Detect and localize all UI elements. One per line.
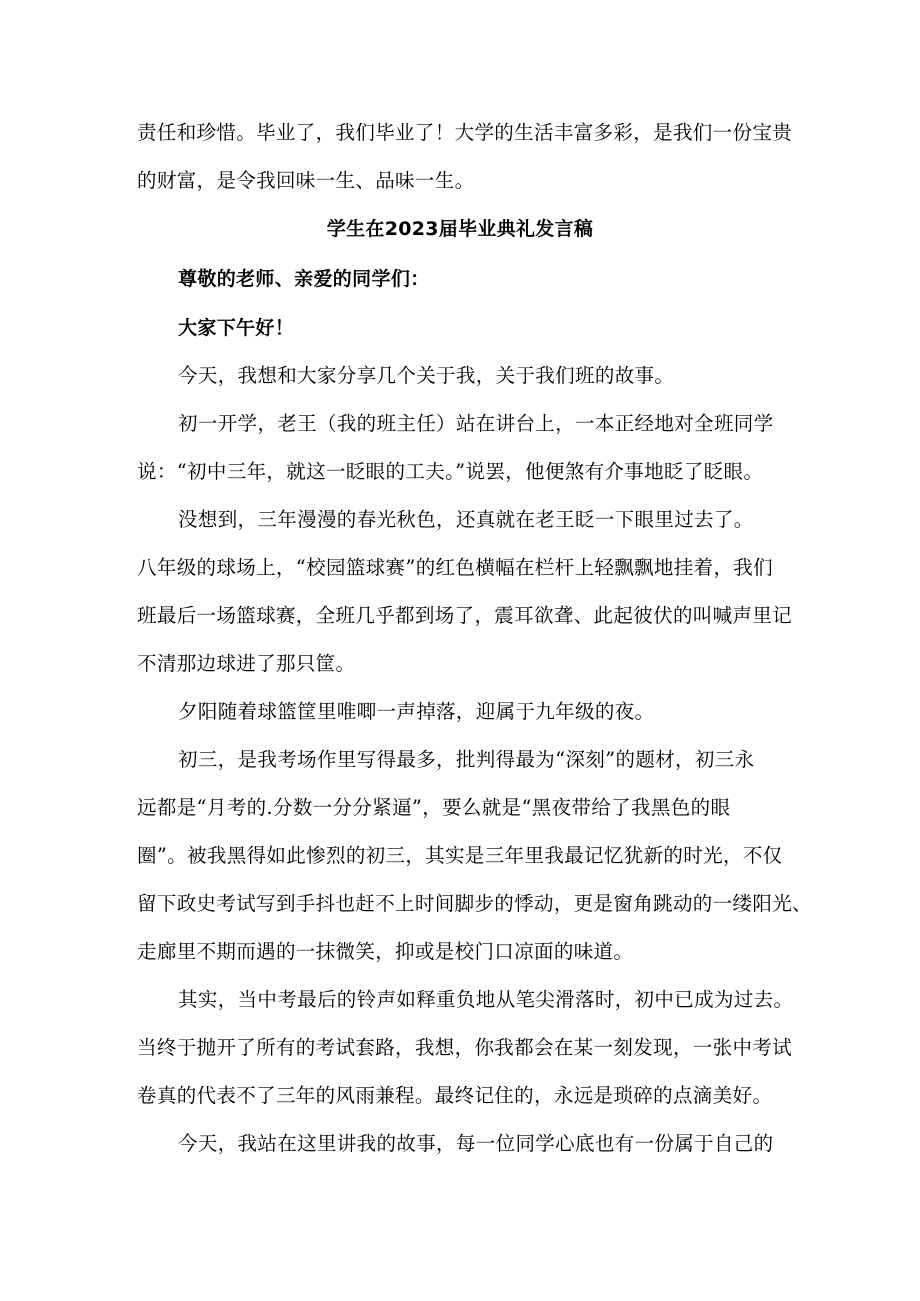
salutation: 尊敬的老师、亲爱的同学们： — [178, 268, 430, 290]
paragraph-line: 远都是“月考的.分数一分分紧逼”，要么就是“黑夜带给了我黑色的眼 — [137, 796, 731, 819]
paragraph-line: 今天，我站在这里讲我的故事，每一位同学心底也有一份属于自己的 — [178, 1132, 774, 1155]
paragraph-line: 夕阳随着球篮筐里唯唧一声掉落，迎属于九年级的夜。 — [178, 700, 655, 723]
paragraph-line: 不清那边球进了那只筐。 — [137, 652, 356, 675]
paragraph-line: 八年级的球场上，“校园篮球赛”的红色横幅在栏杆上轻飘飘地挂着，我们 — [137, 556, 773, 579]
paragraph-line: 今天，我想和大家分享几个关于我，关于我们班的故事。 — [178, 364, 675, 387]
paragraph-line: 卷真的代表不了三年的风雨兼程。最终记住的，永远是琐碎的点滴美好。 — [137, 1084, 773, 1107]
paragraph-line: 责任和珍惜。毕业了，我们毕业了！大学的生活丰富多彩，是我们一份宝贵 — [137, 121, 793, 144]
paragraph-line: 没想到，三年漫漫的春光秋色，还真就在老王眨一下眼里过去了。 — [178, 508, 754, 531]
document-title: 学生在2023届毕业典礼发言稿 — [326, 218, 594, 240]
paragraph-line: 的财富，是令我回味一生、品味一生。 — [137, 169, 475, 192]
paragraph-line: 其实，当中考最后的铃声如释重负地从笔尖滑落时，初中已成为过去。 — [178, 988, 794, 1011]
greeting: 大家下午好！ — [178, 317, 295, 339]
paragraph-line: 说：“初中三年，就这一眨眼的工夫。”说罢，他便煞有介事地眨了眨眼。 — [137, 460, 764, 483]
paragraph-line: 当终于抛开了所有的考试套路，我想，你我都会在某一刻发现，一张中考试 — [137, 1036, 793, 1059]
paragraph-line: 初一开学，老王（我的班主任）站在讲台上，一本正经地对全班同学 — [178, 412, 774, 435]
paragraph-line: 留下政史考试写到手抖也赶不上时间脚步的悸动，更是窗角跳动的一缕阳光、 — [137, 892, 812, 915]
paragraph-line: 圈”。被我黑得如此惨烈的初三，其实是三年里我最记忆犹新的时光，不仅 — [137, 844, 783, 867]
paragraph-line: 走廊里不期而遇的一抹微笑，抑或是校门口凉面的味道。 — [137, 940, 634, 963]
paragraph-line: 初三，是我考场作里写得最多，批判得最为“深刻”的题材，初三永 — [178, 748, 755, 771]
paragraph-line: 班最后一场篮球赛，全班几乎都到场了，震耳欲聋、此起彼伏的叫喊声里记 — [137, 604, 793, 627]
